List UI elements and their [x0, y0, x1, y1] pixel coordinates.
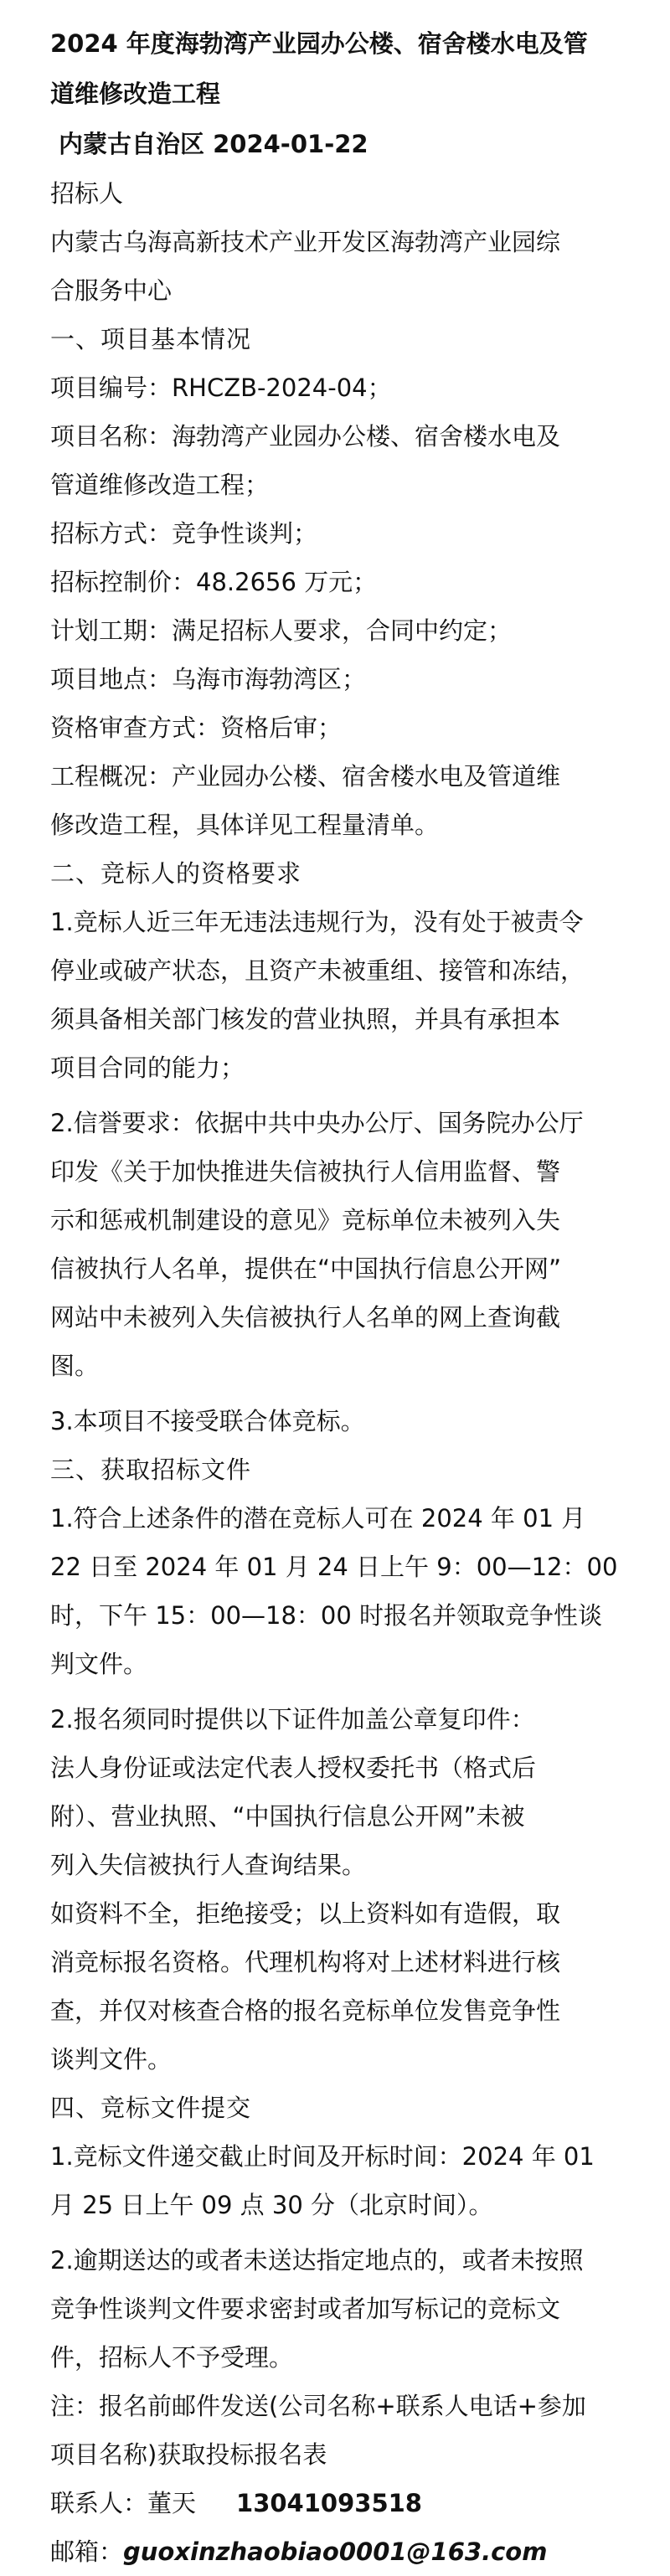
- contact-email[interactable]: guoxinzhaobiao0001@163.com: [123, 2537, 548, 2566]
- note-line: 如资料不全，拒绝接受；以上资料如有造假，取: [50, 1899, 561, 1928]
- note-line: 谈判文件。: [50, 2045, 173, 2074]
- section-1-heading: 一、项目基本情况: [50, 325, 252, 353]
- region-date: 内蒙古自治区 2024-01-22: [59, 130, 368, 158]
- remark-line: 项目名称)获取投标报名表: [50, 2440, 327, 2469]
- remark-line: 注：报名前邮件发送(公司名称+联系人电话+参加: [50, 2392, 586, 2420]
- contact-person: 联系人：董天: [50, 2489, 197, 2517]
- qualification-line: 须具备相关部门核发的营业执照，并具有承担本: [50, 1005, 561, 1033]
- qualification-line: 图。: [50, 1352, 100, 1380]
- submission-item-1: [50, 2132, 647, 2229]
- submission-line: 1.竞标文件递交截止时间及开标时间：2024 年 01: [50, 2142, 595, 2171]
- submission-item-2: [50, 2236, 647, 2382]
- acquire-item-2: 2.报名须同时提供以下证件加盖公章复印件：: [50, 1705, 535, 1734]
- project-info-list: [50, 363, 647, 849]
- project-info-line: 项目编号：RHCZB-2024-04；: [50, 374, 392, 402]
- section-2-heading: 二、竞标人的资格要求: [50, 859, 302, 888]
- title-line-1: 2024 年度海勃湾产业园办公楼、宿舍楼水电及管: [50, 29, 588, 58]
- submission-line: 2.逾期送达的或者未送达指定地点的，或者未按照: [50, 2246, 584, 2275]
- qualification-line: 停业或破产状态，且资产未被重组、接管和冻结，: [50, 956, 585, 985]
- acquire-line: 时，下午 15：00—18：00 时报名并领取竞争性谈: [50, 1601, 603, 1630]
- qualification-line: 示和惩戒机制建设的意见》竞标单位未被列入失: [50, 1206, 561, 1234]
- tenderer-label: 招标人: [50, 179, 124, 208]
- email-label: 邮箱：: [50, 2537, 124, 2566]
- project-info-line: 招标方式：竞争性谈判；: [50, 519, 318, 548]
- project-info-line: 招标控制价：48.2656 万元；: [50, 568, 378, 596]
- acquire-item-1: [50, 1494, 647, 1688]
- title-line-2: 道维修改造工程: [50, 80, 221, 108]
- qualification-line: 信被执行人名单，提供在“中国执行信息公开网”: [50, 1255, 562, 1283]
- acquire-note: [50, 1889, 647, 2084]
- contact-phone[interactable]: 13041093518: [236, 2489, 422, 2517]
- acquire-line: 判文件。: [50, 1650, 148, 1678]
- project-info-line: 项目地点：乌海市海勃湾区；: [50, 665, 367, 693]
- qualification-line: 印发《关于加快推进失信被执行人信用监督、警: [50, 1157, 561, 1186]
- qualification-line: 1.竞标人近三年无违法违规行为，没有处于被责令: [50, 908, 584, 936]
- tenderer-name-line-1: 内蒙古乌海高新技术产业开发区海勃湾产业园综: [50, 228, 561, 256]
- tenderer-name-line-2: 合服务中心: [50, 276, 173, 305]
- submission-line: 件，招标人不予受理。: [50, 2343, 294, 2372]
- document-line: 法人身份证或法定代表人授权委托书（格式后: [50, 1754, 537, 1782]
- note-line: 消竞标报名资格。代理机构将对上述材料进行核: [50, 1948, 561, 1976]
- project-info-line: 资格审查方式：资格后审；: [50, 714, 343, 742]
- project-info-line: 工程概况：产业园办公楼、宿舍楼水电及管道维: [50, 762, 561, 791]
- acquire-line: 22 日至 2024 年 01 月 24 日上午 9：00—12：00: [50, 1553, 618, 1581]
- acquire-line: 1.符合上述条件的潜在竞标人可在 2024 年 01 月: [50, 1504, 586, 1533]
- project-info-line: 修改造工程，具体详见工程量清单。: [50, 811, 440, 839]
- required-documents: [50, 1744, 647, 1889]
- project-info-line: 计划工期：满足招标人要求，合同中约定；: [50, 616, 513, 645]
- email-line: [50, 2527, 647, 2576]
- qualification-item-2: [50, 1099, 647, 1390]
- qualification-line: 2.信誉要求：依据中共中央办公厅、国务院办公厅: [50, 1109, 584, 1137]
- qualification-line: 网站中未被列入失信被执行人名单的网上查询截: [50, 1303, 561, 1332]
- section-4-heading: 四、竞标文件提交: [50, 2094, 252, 2122]
- note-line: 查，并仅对核查合格的报名竞标单位发售竞争性: [50, 1996, 561, 2025]
- submission-remark: [50, 2382, 647, 2479]
- project-info-line: 项目名称：海勃湾产业园办公楼、宿舍楼水电及: [50, 422, 561, 451]
- qualification-line: 项目合同的能力；: [50, 1054, 245, 1082]
- submission-line: 月 25 日上午 09 点 30 分（北京时间）。: [50, 2191, 493, 2219]
- contact-line: [50, 2479, 647, 2527]
- qualification-item-3: 3.本项目不接受联合体竞标。: [50, 1407, 365, 1435]
- project-info-line: 管道维修改造工程；: [50, 471, 270, 499]
- document-line: 附）、营业执照、“中国执行信息公开网”未被: [50, 1802, 525, 1831]
- section-3-heading: 三、获取招标文件: [50, 1455, 252, 1484]
- qualification-item-1: [50, 898, 647, 1092]
- document-line: 列入失信被执行人查询结果。: [50, 1851, 367, 1879]
- submission-line: 竞争性谈判文件要求密封或者加写标记的竞标文: [50, 2295, 561, 2323]
